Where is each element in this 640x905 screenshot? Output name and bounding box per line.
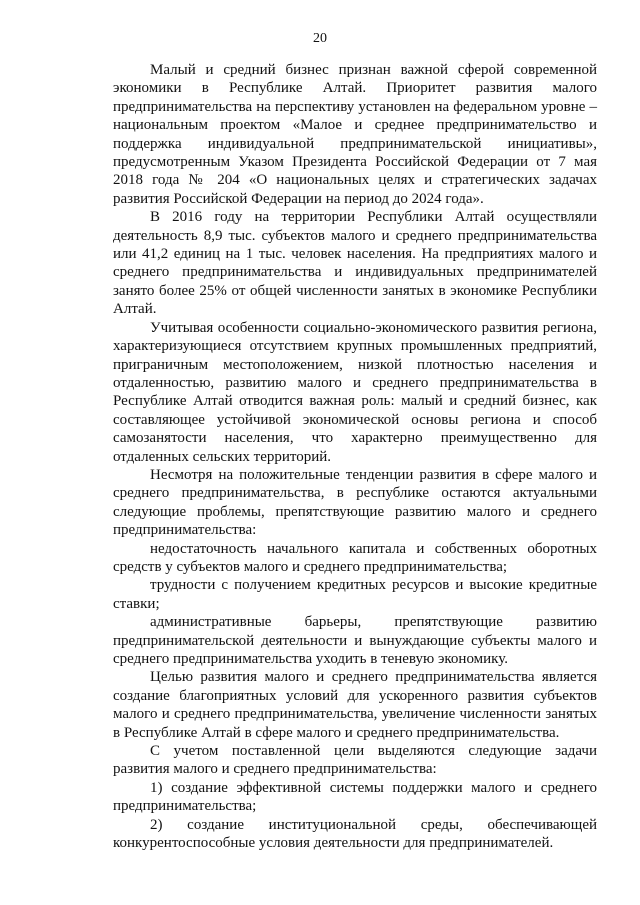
list-item-credit-difficulties: трудности с получением кредитных ресурсов и высокие кредитные ставки; bbox=[113, 577, 597, 612]
document-body bbox=[113, 61, 597, 852]
paragraph-problems-intro: Несмотря на положительные тенденции развития в сфере малого и среднего предпринимательства, в республике остаются актуальными следующие проблемы, препятствующие развитию малого и среднего предпринимательства: bbox=[113, 466, 597, 539]
list-item-task-2: 2) создание институциональной среды, обеспечивающей конкурентоспособные условия деятельности для предпринимателей. bbox=[113, 816, 597, 852]
list-item-task-1: 1) создание эффективной системы поддержки малого и среднего предпринимательства; bbox=[113, 779, 597, 815]
list-item-capital-shortage: недостаточность начального капитала и собственных оборотных средств у субъектов малого и среднего предпринимательства; bbox=[113, 540, 597, 575]
list-item-administrative-barriers: административные барьеры, препятствующие развитию предпринимательской деятельности и вынуждающие субъекты малого и среднего предпринимательства уходить в теневую экономику. bbox=[113, 614, 597, 667]
paragraph-2016-statistics: В 2016 году на территории Республики Алтай осуществляли деятельность 8,9 тыс. субъектов малого и среднего предпринимательства или 41,2 единиц на 1 тыс. человек населения. На предприятиях малого и среднего предпринимательства и индивидуальных предпринимателей занято более 25% от общей численности занятых в экономике Республики Алтай. bbox=[113, 209, 597, 318]
paragraph-regional-features: Учитывая особенности социально-экономического развития региона, характеризующиеся отсутствием крупных промышленных предприятий, приграничным местоположением, низкой плотностью населения и отдаленностью, развитию малого и среднего предпринимательства в Республике Алтай отводится важная роль: малый и средний бизнес, как составляющее устойчивой экономической основы региона и способ самозанятости населения, что характерно преимущественно для отдаленных сельских территорий. bbox=[113, 319, 597, 465]
page-number: 20 bbox=[313, 31, 327, 46]
paragraph-development-goal: Целью развития малого и среднего предпринимательства является создание благоприятных условий для ускоренного развития субъектов малого и среднего предпринимательства, увеличение численности занятых в Республике Алтай в сфере малого и среднего предпринимательства. bbox=[113, 669, 597, 741]
paragraph-tasks-intro: С учетом поставленной цели выделяются следующие задачи развития малого и среднего предпринимательства: bbox=[113, 743, 597, 778]
paragraph-small-business-priority: Малый и средний бизнес признан важной сферой современной экономики в Республике Алтай. Приоритет развития малого предпринимательства на перспективу установлен на федеральном уровне – национальным проектом «Малое и среднее предпринимательство и поддержка индивидуальной предпринимательской инициативы», предусмотренным Указом Президента Российской Федерации от 7 мая 2018 года № 204 «О национальных целях и стратегических задачах развития Российской Федерации на период до 2024 года». bbox=[113, 62, 597, 207]
